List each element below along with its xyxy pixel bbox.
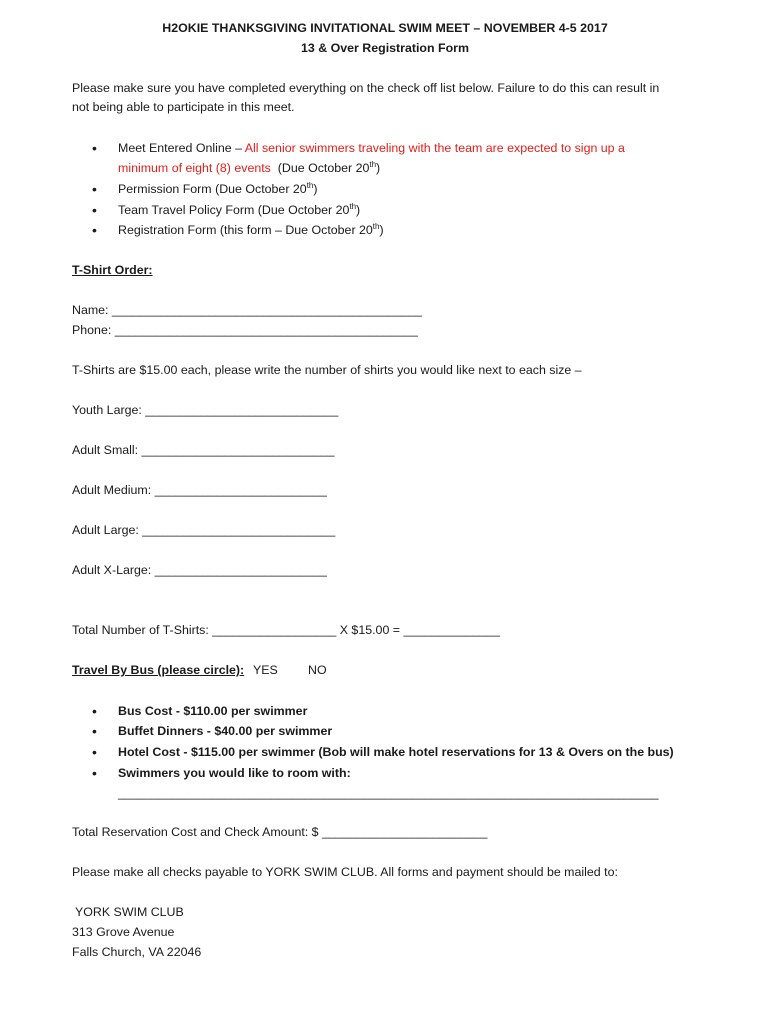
checklist-item-warning: All senior swimmers traveling with the team are expected to sign up a	[244, 141, 625, 155]
paren: )	[379, 223, 384, 237]
superscript: th	[372, 221, 380, 231]
address-line-3: Falls Church, VA 22046	[72, 945, 202, 959]
bullet-icon: •	[92, 703, 97, 719]
bullet-icon: •	[92, 723, 97, 739]
tshirt-price-note: T-Shirts are $15.00 each, please write the number of shirts you would like next to each size –	[72, 363, 582, 377]
checklist-item-label: Team Travel Policy Form (Due October 20	[118, 203, 350, 217]
adult-large-field[interactable]: Adult Large: ____________________________	[72, 523, 336, 537]
roommates-field[interactable]: _________________________________________________________________________________	[118, 786, 659, 800]
checklist-item-label: Meet Entered Online –	[118, 141, 245, 155]
travel-by-bus-row	[72, 662, 327, 678]
checks-payable-note: Please make all checks payable to YORK SWIM CLUB. All forms and payment should be mailed to:	[72, 865, 618, 879]
checklist-item-meet-entered	[118, 140, 625, 156]
youth-large-field[interactable]: Youth Large: ____________________________	[72, 403, 339, 417]
checklist-item-permission	[118, 181, 318, 197]
adult-medium-field[interactable]: Adult Medium: _________________________	[72, 483, 327, 497]
roommates-item: Swimmers you would like to room with:	[118, 766, 351, 780]
superscript: th	[369, 159, 377, 169]
name-field[interactable]: Name: _____________________________________________	[72, 303, 423, 317]
total-reservation-field[interactable]: Total Reservation Cost and Check Amount: $ ________________________	[72, 825, 488, 839]
paren: )	[356, 203, 361, 217]
phone-field[interactable]: Phone: ____________________________________________	[72, 323, 418, 337]
travel-by-bus-label: Travel By Bus (please circle):	[72, 663, 245, 677]
bullet-icon: •	[92, 140, 97, 156]
bullet-icon: •	[92, 765, 97, 781]
travel-yes-option[interactable]: YES	[253, 663, 278, 677]
buffet-dinners-item: Buffet Dinners - $40.00 per swimmer	[118, 724, 333, 738]
bullet-icon: •	[92, 744, 97, 760]
superscript: th	[349, 201, 357, 211]
checklist-item-meet-entered-cont	[118, 160, 380, 176]
checklist-item-travel-policy	[118, 202, 360, 218]
adult-xlarge-field[interactable]: Adult X-Large: _________________________	[72, 563, 327, 577]
hotel-cost-item: Hotel Cost - $115.00 per swimmer (Bob will make hotel reservations for 13 & Overs on the bus)	[118, 745, 674, 759]
superscript: th	[306, 180, 314, 190]
checklist-item-registration	[118, 222, 384, 238]
form-subtitle: 13 & Over Registration Form	[300, 41, 469, 55]
bullet-icon: •	[92, 222, 97, 238]
paren: )	[313, 182, 318, 196]
address-line-2: 313 Grove Avenue	[72, 925, 175, 939]
intro-line-1: Please make sure you have completed everything on the check off list below. Failure to do this can result in	[72, 81, 660, 95]
intro-line-2: not being able to participate in this meet.	[72, 100, 295, 114]
checklist-item-warning-cont: minimum of eight (8) events	[118, 161, 271, 175]
paren: )	[376, 161, 381, 175]
bullet-icon: •	[92, 181, 97, 197]
adult-small-field[interactable]: Adult Small: ____________________________	[72, 443, 335, 457]
checklist-item-due: (Due October 20	[277, 161, 370, 175]
tshirt-order-heading: T-Shirt Order:	[72, 263, 153, 277]
form-title: H2OKIE THANKSGIVING INVITATIONAL SWIM MEET – NOVEMBER 4-5 2017	[162, 21, 608, 35]
travel-no-option[interactable]: NO	[308, 663, 327, 677]
bullet-icon: •	[92, 202, 97, 218]
checklist-item-label: Permission Form (Due October 20	[118, 182, 307, 196]
address-line-1: YORK SWIM CLUB	[75, 905, 184, 919]
checklist-item-label: Registration Form (this form – Due October 20	[118, 223, 373, 237]
total-tshirts-field[interactable]: Total Number of T-Shirts: __________________ X $15.00 = ______________	[72, 623, 500, 637]
bus-cost-item: Bus Cost - $110.00 per swimmer	[118, 704, 308, 718]
